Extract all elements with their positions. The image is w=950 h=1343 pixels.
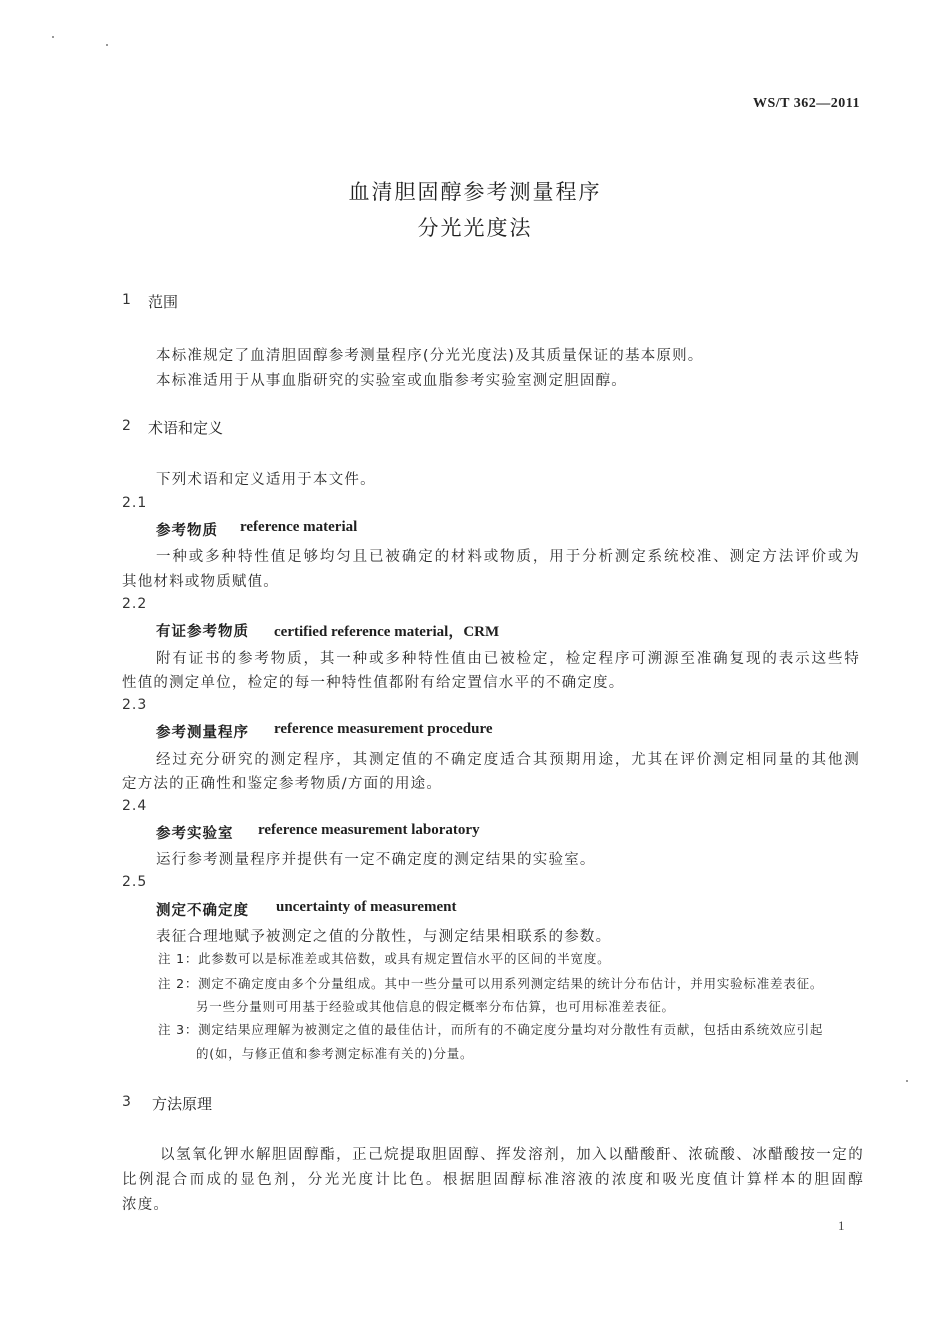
scope-paragraph: 本标准规定了血清胆固醇参考测量程序(分光光度法)及其质量保证的基本原则。 — [156, 348, 704, 364]
page-number: 1 — [838, 1218, 845, 1233]
subsection-number: 2.5 — [122, 874, 148, 890]
term-english: reference measurement procedure — [274, 721, 493, 737]
term-english: reference material — [240, 519, 358, 535]
term-definition: 其他材料或物质赋值。 — [122, 574, 279, 590]
method-paragraph: 浓度。 — [122, 1197, 170, 1213]
section-number: 1 — [122, 292, 131, 308]
section-number: 2 — [122, 418, 131, 434]
subsection-number: 2.3 — [122, 697, 148, 713]
section-title: 方法原理 — [152, 1095, 213, 1113]
scan-speck — [106, 44, 108, 46]
term-chinese: 有证参考物质 — [156, 624, 249, 640]
note-2-continued: 另一些分量则可用基于经验或其他信息的假定概率分布估算，也可用标准差表征。 — [196, 999, 675, 1014]
note-3-continued: 的(如，与修正值和参考测定标准有关的)分量。 — [196, 1046, 474, 1061]
term-definition: 定方法的正确性和鉴定参考物质/方面的用途。 — [122, 776, 443, 792]
term-english: uncertainty of measurement — [276, 899, 457, 915]
section-intro: 下列术语和定义适用于本文件。 — [156, 472, 376, 488]
standard-code: WS/T 362—2011 — [753, 96, 860, 111]
term-definition: 性值的测定单位，检定的每一种特性值都附有给定置信水平的不确定度。 — [122, 675, 625, 691]
term-english: reference measurement laboratory — [258, 822, 480, 838]
term-definition: 经过充分研究的测定程序，其测定值的不确定度适合其预期用途，尤其在评价测定相同量的其他测 — [156, 752, 860, 768]
term-definition: 表征合理地赋予被测定之值的分散性，与测定结果相联系的参数。 — [156, 929, 612, 945]
subsection-number: 2.2 — [122, 596, 148, 612]
section-number: 3 — [122, 1094, 131, 1110]
term-english: certified reference material，CRM — [274, 624, 500, 640]
term-definition: 运行参考测量程序并提供有一定不确定度的测定结果的实验室。 — [156, 852, 596, 868]
document-title: 血清胆固醇参考测量程序 — [348, 180, 602, 204]
section-title: 范围 — [148, 293, 179, 311]
term-chinese: 参考测量程序 — [156, 725, 249, 741]
term-definition: 附有证书的参考物质，其一种或多种特性值由已被检定，检定程序可溯源至准确复现的表示这些特 — [156, 651, 860, 667]
scope-paragraph: 本标准适用于从事血脂研究的实验室或血脂参考实验室测定胆固醇。 — [156, 373, 627, 389]
note-3: 注 3：测定结果应理解为被测定之值的最佳估计，而所有的不确定度分量均对分散性有贡献，包括由系统效应引起 — [158, 1022, 824, 1037]
scan-speck — [906, 1080, 908, 1082]
term-definition: 一种或多种特性值足够均匀且已被确定的材料或物质，用于分析测定系统校准、测定方法评价或为 — [156, 549, 860, 565]
note-2: 注 2：测定不确定度由多个分量组成。其中一些分量可以用系列测定结果的统计分布估计，并用实验标准差表征。 — [158, 976, 824, 991]
term-chinese: 参考实验室 — [156, 826, 234, 842]
subsection-number: 2.1 — [122, 495, 148, 511]
subsection-number: 2.4 — [122, 798, 148, 814]
note-1: 注 1：此参数可以是标准差或其倍数，或具有规定置信水平的区间的半宽度。 — [158, 951, 611, 966]
section-title: 术语和定义 — [148, 419, 224, 437]
document-subtitle: 分光光度法 — [417, 216, 533, 240]
scan-speck — [52, 36, 54, 38]
method-paragraph: 以氢氧化钾水解胆固醇酯，正己烷提取胆固醇、挥发溶剂，加入以醋酸酐、浓硫酸、冰醋酸按一定的 — [160, 1147, 864, 1163]
term-chinese: 参考物质 — [156, 523, 218, 539]
method-paragraph: 比例混合而成的显色剂，分光光度计比色。根据胆固醇标准溶液的浓度和吸光度值计算样本的胆固醇 — [122, 1172, 864, 1188]
term-chinese: 测定不确定度 — [156, 903, 249, 919]
